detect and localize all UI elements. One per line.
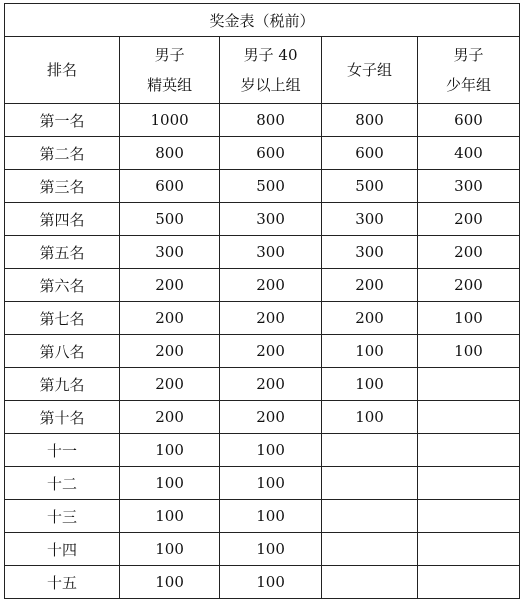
table-row (5, 137, 520, 170)
header-men-40-plus (220, 37, 322, 104)
prize-cell: 100 (322, 401, 418, 434)
rank-cell: 十三 (5, 500, 120, 533)
prize-cell: 200 (220, 335, 322, 368)
prize-cell: 800 (220, 104, 322, 137)
rank-cell: 第七名 (5, 302, 120, 335)
prize-cell (322, 533, 418, 566)
prize-cell (417, 533, 519, 566)
table-row (5, 434, 520, 467)
prize-cell: 100 (120, 500, 220, 533)
rank-cell: 第九名 (5, 368, 120, 401)
rank-cell: 第四名 (5, 203, 120, 236)
header-men-elite (120, 37, 220, 104)
table-row (5, 302, 520, 335)
rank-cell: 十二 (5, 467, 120, 500)
table-row (5, 467, 520, 500)
prize-cell: 100 (120, 467, 220, 500)
header-row (5, 37, 520, 104)
prize-cell: 200 (220, 401, 322, 434)
prize-cell (322, 467, 418, 500)
prize-cell: 600 (220, 137, 322, 170)
table-title: 奖金表（税前） (5, 4, 520, 37)
prize-cell: 200 (220, 302, 322, 335)
prize-cell: 300 (220, 203, 322, 236)
prize-cell: 200 (417, 269, 519, 302)
prize-cell: 100 (322, 368, 418, 401)
header-men-junior-line2: 少年组 (445, 76, 491, 94)
header-women-label: 女子组 (347, 61, 393, 79)
header-men-junior-line1: 男子 (453, 46, 484, 64)
prize-cell: 200 (220, 368, 322, 401)
prize-cell: 800 (120, 137, 220, 170)
prize-cell (417, 500, 519, 533)
table-row (5, 500, 520, 533)
prize-cell: 100 (220, 500, 322, 533)
header-rank (5, 37, 120, 104)
table-row (5, 170, 520, 203)
prize-table (4, 3, 520, 599)
prize-cell (322, 566, 418, 599)
prize-cell: 200 (120, 401, 220, 434)
prize-cell: 600 (417, 104, 519, 137)
prize-cell (417, 368, 519, 401)
rank-cell: 第六名 (5, 269, 120, 302)
header-men-40-plus-line2: 岁以上组 (240, 76, 301, 94)
prize-cell (322, 500, 418, 533)
prize-cell: 200 (417, 236, 519, 269)
prize-cell: 600 (120, 170, 220, 203)
prize-cell: 200 (120, 335, 220, 368)
header-rank-label: 排名 (47, 61, 78, 79)
table-row (5, 533, 520, 566)
prize-cell: 100 (220, 467, 322, 500)
header-men-junior (417, 37, 519, 104)
rank-cell: 第五名 (5, 236, 120, 269)
prize-cell: 200 (120, 368, 220, 401)
table-row (5, 269, 520, 302)
prize-cell: 200 (220, 269, 322, 302)
table-row (5, 203, 520, 236)
prize-cell: 500 (220, 170, 322, 203)
prize-cell: 300 (417, 170, 519, 203)
header-men-elite-line2: 精英组 (147, 76, 193, 94)
prize-cell: 200 (417, 203, 519, 236)
prize-cell: 100 (417, 335, 519, 368)
prize-cell: 500 (322, 170, 418, 203)
prize-cell: 100 (417, 302, 519, 335)
table-row (5, 401, 520, 434)
prize-cell: 200 (120, 269, 220, 302)
prize-cell: 100 (220, 434, 322, 467)
table-row (5, 566, 520, 599)
prize-cell (417, 467, 519, 500)
prize-cell: 300 (220, 236, 322, 269)
prize-cell: 200 (322, 302, 418, 335)
rank-cell: 第一名 (5, 104, 120, 137)
header-women (322, 37, 418, 104)
prize-cell: 400 (417, 137, 519, 170)
prize-cell: 100 (120, 533, 220, 566)
prize-cell: 300 (322, 236, 418, 269)
prize-cell (322, 434, 418, 467)
prize-cell (417, 566, 519, 599)
rank-cell: 第十名 (5, 401, 120, 434)
rank-cell: 第八名 (5, 335, 120, 368)
table-row (5, 236, 520, 269)
rank-cell: 十五 (5, 566, 120, 599)
rank-cell: 十四 (5, 533, 120, 566)
table-row (5, 335, 520, 368)
prize-cell: 100 (220, 566, 322, 599)
title-row (5, 4, 520, 37)
prize-cell (417, 434, 519, 467)
prize-cell: 600 (322, 137, 418, 170)
prize-cell: 200 (120, 302, 220, 335)
header-men-elite-line1: 男子 (154, 46, 185, 64)
prize-cell: 300 (322, 203, 418, 236)
prize-cell: 100 (120, 434, 220, 467)
prize-cell (417, 401, 519, 434)
rank-cell: 第三名 (5, 170, 120, 203)
prize-cell: 500 (120, 203, 220, 236)
prize-cell: 100 (322, 335, 418, 368)
prize-cell: 100 (220, 533, 322, 566)
prize-cell: 1000 (120, 104, 220, 137)
prize-cell: 200 (322, 269, 418, 302)
prize-cell: 300 (120, 236, 220, 269)
table-row (5, 104, 520, 137)
prize-cell: 100 (120, 566, 220, 599)
header-men-40-plus-line1: 男子 40 (243, 46, 298, 64)
table-row (5, 368, 520, 401)
rank-cell: 十一 (5, 434, 120, 467)
prize-cell: 800 (322, 104, 418, 137)
rank-cell: 第二名 (5, 137, 120, 170)
